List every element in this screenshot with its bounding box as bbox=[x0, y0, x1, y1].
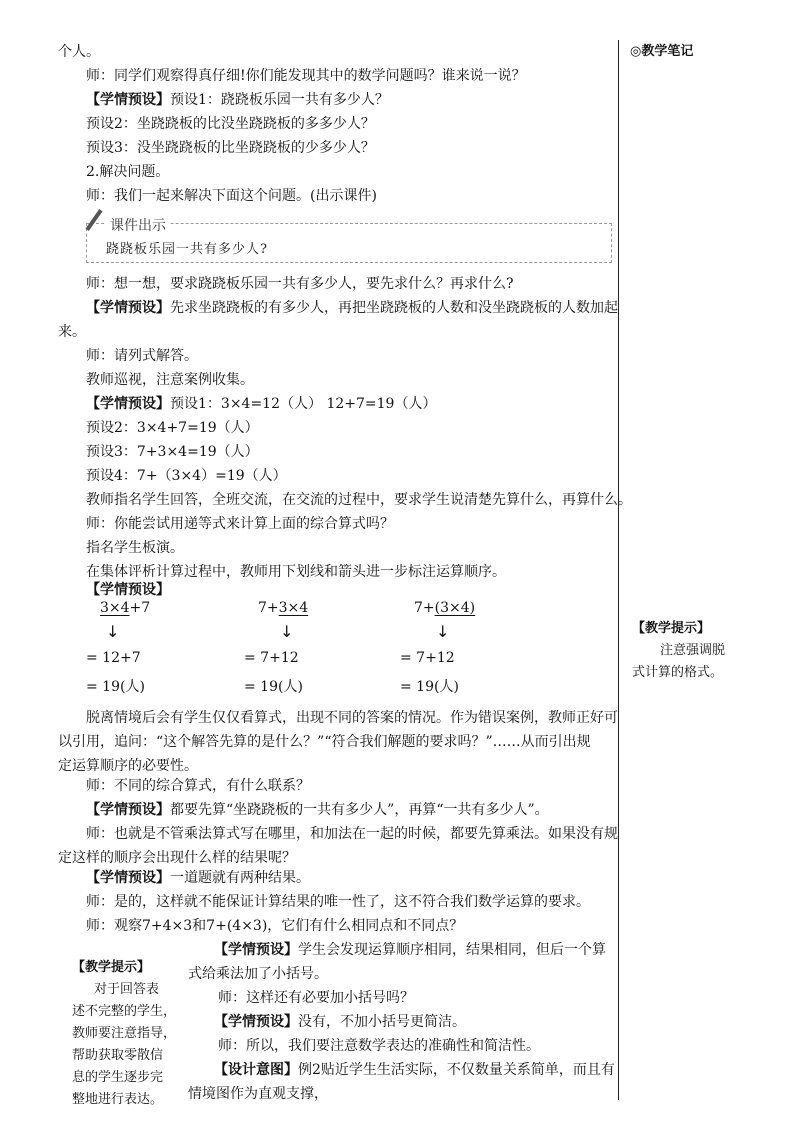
text-line bbox=[214, 1012, 466, 1032]
calc-result: = 19(人) bbox=[244, 679, 303, 695]
line-text: 预设2：3×4+7=19（人） bbox=[86, 420, 259, 436]
teaching-tip-right bbox=[632, 618, 742, 684]
text-line bbox=[86, 800, 549, 820]
line-text: 预设3：7+3×4=19（人） bbox=[86, 444, 259, 460]
text-line bbox=[86, 138, 375, 158]
line-text: 学生会发现运算顺序相同，结果相同，但后一个算 bbox=[298, 942, 606, 958]
tip-line: 帮助获取零散信 bbox=[72, 1048, 164, 1063]
text-line bbox=[58, 756, 198, 776]
text-line bbox=[86, 394, 436, 414]
line-text: 预设1：跷跷板乐园一共有多少人？ bbox=[170, 92, 389, 108]
calc-step: = 7+12 bbox=[244, 650, 299, 666]
line-text: 师：同学们观察得真仔细!你们能发现其中的数学问题吗？谁来说一说？ bbox=[86, 68, 526, 84]
tip-line: 教师要注意指导， bbox=[72, 1026, 177, 1041]
down-arrow-icon: ↓ bbox=[106, 622, 120, 641]
text-line bbox=[86, 274, 514, 294]
text-line bbox=[188, 1084, 328, 1104]
line-text: 定运算顺序的必要性。 bbox=[58, 758, 198, 774]
text-line bbox=[86, 514, 394, 534]
line-text: 个人。 bbox=[58, 44, 100, 60]
courseware-text: 跷跷板乐园一共有多少人? bbox=[106, 242, 268, 257]
text-line bbox=[58, 848, 296, 868]
line-text: 师：想一想，要求跷跷板乐园一共有多少人，要先求什么？再求什么? bbox=[86, 276, 514, 292]
text-line bbox=[86, 162, 169, 182]
text-line bbox=[58, 732, 591, 752]
line-text: 师：这样还有必要加小括号吗？ bbox=[218, 990, 414, 1006]
line-text: 预设1：3×4=12（人） 12+7=19（人） bbox=[170, 396, 437, 412]
text-line bbox=[86, 90, 389, 110]
line-text: 定这样的顺序会出现什么样的结果呢？ bbox=[58, 850, 296, 866]
line-text: 没有，不加小括号更简洁。 bbox=[298, 1014, 466, 1030]
text-line bbox=[58, 42, 100, 62]
tag-label: 【学情预设】 bbox=[86, 396, 170, 412]
text-line bbox=[86, 708, 618, 728]
text-line bbox=[86, 868, 310, 888]
line-text: 一道题就有两种结果。 bbox=[170, 870, 310, 886]
text-line bbox=[188, 964, 328, 984]
calc-result: = 19(人) bbox=[400, 679, 459, 695]
tag-label: 【学情预设】 bbox=[86, 870, 170, 886]
line-text: 师：不同的综合算式，有什么联系？ bbox=[86, 778, 310, 794]
calc-expression: 3×4+7 bbox=[100, 600, 151, 616]
line-text: 预设2：坐跷跷板的比没坐跷跷板的多多少人？ bbox=[86, 116, 375, 132]
calc-step: = 7+12 bbox=[400, 650, 455, 666]
text-line bbox=[86, 114, 375, 134]
text-line bbox=[86, 466, 287, 486]
tip-line: 对于回答表 bbox=[94, 982, 160, 997]
tip-line: 式计算的格式。 bbox=[632, 665, 724, 680]
line-text: 情境图作为直观支撑， bbox=[188, 1086, 328, 1102]
calc-result: = 19(人) bbox=[86, 679, 145, 695]
text-line bbox=[86, 298, 618, 318]
text-line bbox=[86, 776, 310, 796]
line-text: 师：观察7+4×3和7+(4×3)，它们有什么相同点和不同点？ bbox=[86, 918, 464, 934]
text-line bbox=[58, 322, 86, 342]
tag-label: 【设计意图】 bbox=[214, 1062, 298, 1078]
text-line bbox=[218, 988, 414, 1008]
line-text: 师：你能尝试用递等式来计算上面的综合算式吗？ bbox=[86, 516, 394, 532]
tag-label: 【学情预设】 bbox=[86, 300, 170, 316]
teaching-notes-header: ◎教学笔记 bbox=[630, 44, 694, 59]
line-text: 预设3：没坐跷跷板的比坐跷跷板的少多少人？ bbox=[86, 140, 375, 156]
text-line bbox=[86, 370, 254, 390]
text-line bbox=[86, 892, 590, 912]
tip-line: 注意强调脱 bbox=[660, 643, 726, 658]
tip-heading: 【教学提示】 bbox=[632, 621, 711, 636]
text-line bbox=[86, 346, 198, 366]
text-line bbox=[214, 1060, 615, 1080]
down-arrow-icon: ↓ bbox=[280, 622, 294, 641]
line-text: 师：请列式解答。 bbox=[86, 348, 198, 364]
calc-expression: 7+(3×4) bbox=[414, 600, 476, 616]
line-text: 脱离情境后会有学生仅仅看算式，出现不同的答案的情况。作为错误案例，教师正好可 bbox=[86, 710, 618, 726]
down-arrow-icon: ↓ bbox=[436, 622, 450, 641]
tip-line: 息的学生逐步完 bbox=[72, 1070, 164, 1085]
tip-line: 述不完整的学生， bbox=[72, 1004, 177, 1019]
line-text: 都要先算“坐跷跷板的一共有多少人”，再算“一共有多少人”。 bbox=[170, 802, 549, 818]
tip-heading: 【教学提示】 bbox=[72, 960, 151, 975]
line-text: 例2贴近学生生活实际，不仅数量关系简单，而且有 bbox=[298, 1062, 615, 1078]
line-text: 以引用，追问：“这个解答先算的是什么？”“符合我们解题的要求吗？”……从而引出规 bbox=[58, 734, 591, 750]
text-line bbox=[86, 442, 259, 462]
line-text: 2.解决问题。 bbox=[86, 164, 170, 180]
line-text: 教师巡视，注意案例收集。 bbox=[86, 372, 254, 388]
tag-label: 【学情预设】 bbox=[214, 942, 298, 958]
text-line bbox=[86, 916, 463, 936]
calc-expression: 7+3×4 bbox=[258, 600, 309, 616]
text-line bbox=[86, 490, 632, 510]
text-line bbox=[86, 538, 184, 558]
line-text: 指名学生板演。 bbox=[86, 540, 184, 556]
courseware-label: 课件出示 bbox=[106, 215, 170, 235]
line-text: 师：所以，我们要注意数学表达的准确性和简洁性。 bbox=[218, 1038, 540, 1054]
text-line bbox=[86, 186, 377, 206]
line-text: 式给乘法加了小括号。 bbox=[188, 966, 328, 982]
text-line bbox=[86, 580, 170, 600]
line-text: 师：是的，这样就不能保证计算结果的唯一性了，这不符合我们数学运算的要求。 bbox=[86, 894, 590, 910]
teaching-tip-left bbox=[72, 957, 184, 1111]
tag-label: 【学情预设】 bbox=[86, 582, 170, 598]
line-text: 师：我们一起来解决下面这个问题。(出示课件) bbox=[86, 188, 377, 204]
tag-label: 【学情预设】 bbox=[86, 92, 170, 108]
tag-label: 【学情预设】 bbox=[86, 802, 170, 818]
line-text: 在集体评析计算过程中，教师用下划线和箭头进一步标注运算顺序。 bbox=[86, 564, 506, 580]
line-text: 师：也就是不管乘法算式写在哪里，和加法在一起的时候，都要先算乘法。如果没有规 bbox=[86, 826, 618, 842]
calc-step: = 12+7 bbox=[86, 650, 141, 666]
tag-label: 【学情预设】 bbox=[214, 1014, 298, 1030]
notes-column-rule bbox=[618, 40, 619, 1100]
line-text: 先求坐跷跷板的有多少人，再把坐跷跷板的人数和没坐跷跷板的人数加起 bbox=[170, 300, 618, 316]
line-text: 教师指名学生回答，全班交流，在交流的过程中，要求学生说清楚先算什么，再算什么。 bbox=[86, 492, 632, 508]
line-text: 预设4：7+（3×4）=19（人） bbox=[86, 468, 287, 484]
text-line bbox=[86, 66, 526, 86]
text-line bbox=[86, 824, 618, 844]
text-line bbox=[218, 1036, 540, 1056]
line-text: 来。 bbox=[58, 324, 86, 340]
text-line bbox=[86, 418, 259, 438]
tip-line: 整地进行表达。 bbox=[72, 1092, 164, 1107]
text-line bbox=[86, 562, 506, 582]
text-line bbox=[214, 940, 606, 960]
